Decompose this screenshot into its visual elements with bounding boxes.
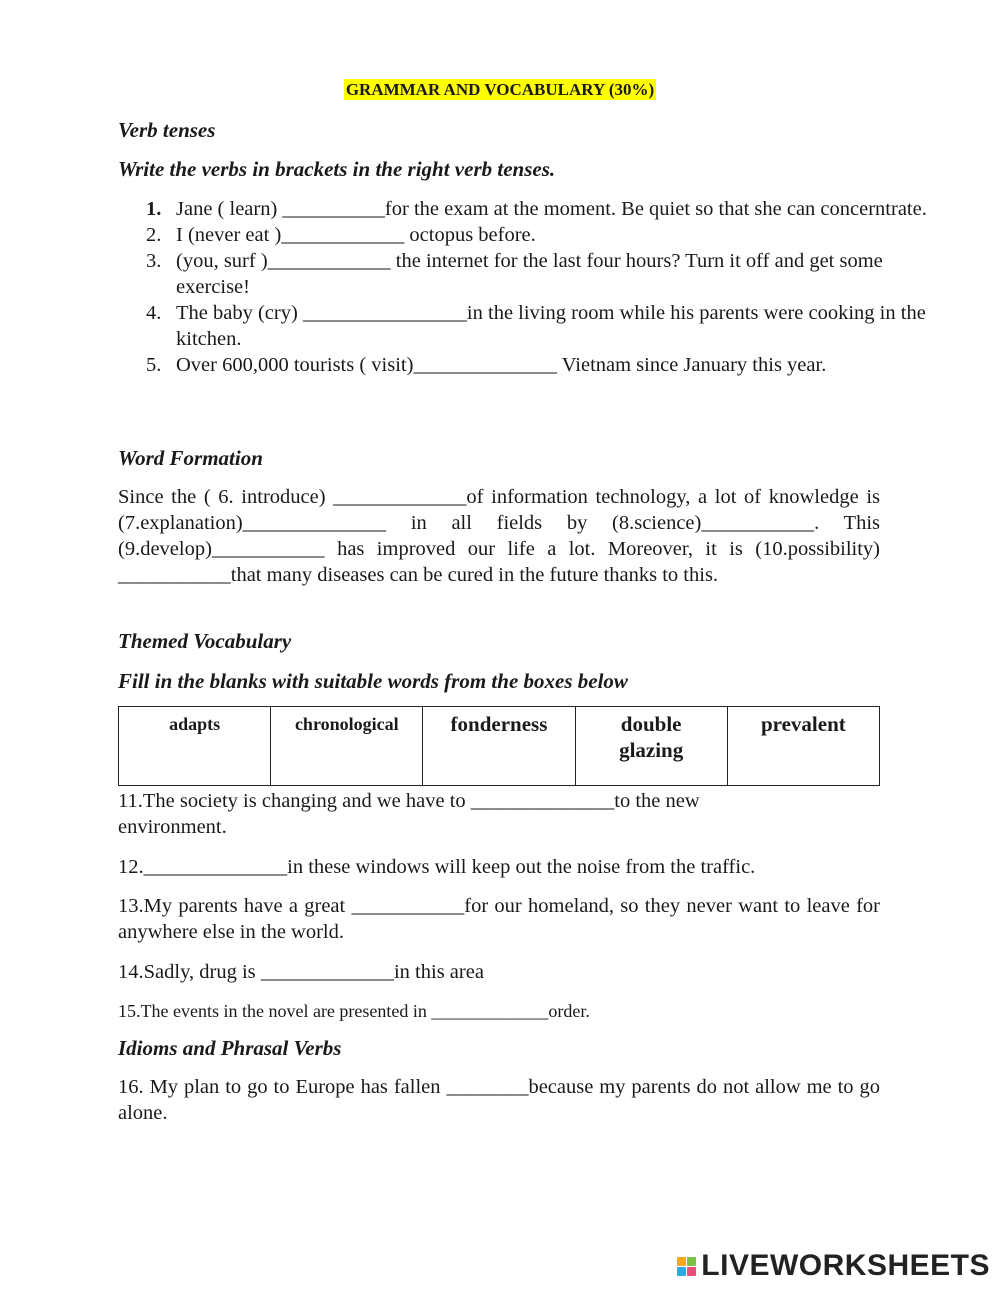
list-item: 5. Over 600,000 tourists ( visit)______________ Vietnam since January this year. <box>146 354 827 376</box>
question-12: 12.______________in these windows will keep out the noise from the traffic. <box>118 856 756 878</box>
word-box: fonderness <box>423 707 575 786</box>
heading-idioms: Idioms and Phrasal Verbs <box>118 1036 342 1060</box>
list-item-text: Jane ( learn) __________for the exam at the moment. Be quiet so that she can concerntrate. <box>176 198 927 220</box>
title-highlight: GRAMMAR AND VOCABULARY (30%) <box>345 80 655 99</box>
heading-themed-vocabulary: Themed Vocabulary <box>118 629 292 653</box>
verb-tense-list <box>118 196 938 378</box>
word-box-table <box>118 706 880 786</box>
liveworksheets-logo <box>677 1249 990 1283</box>
list-item-text: (you, surf )____________ the internet for the last four hours? Turn it off and get some exercise! <box>176 250 883 298</box>
word-box: adapts <box>119 707 271 786</box>
question-14: 14.Sadly, drug is _____________in this area <box>118 961 484 983</box>
word-box: double glazing <box>575 707 727 786</box>
list-item: 2. I (never eat )____________ octopus before. <box>146 224 536 246</box>
word-box: chronological <box>271 707 423 786</box>
question-16: 16. My plan to go to Europe has fallen ________because my parents do not allow me to go alone. <box>118 1076 880 1124</box>
instruction-themed-vocabulary: Fill in the blanks with suitable words from the boxes below <box>118 669 628 693</box>
logo-text: LIVEWORKSHEETS <box>701 1249 990 1282</box>
logo-squares-icon <box>677 1257 696 1276</box>
question-13: 13.My parents have a great ___________for our homeland, so they never want to leave for anywhere else in the world. <box>118 895 880 943</box>
list-item-text: Over 600,000 tourists ( visit)______________ Vietnam since January this year. <box>176 354 827 376</box>
heading-word-formation: Word Formation <box>118 446 263 470</box>
list-item-text: The baby (cry) ________________in the living room while his parents were cooking in the kitchen. <box>176 302 926 350</box>
list-item-text: I (never eat )____________ octopus before. <box>176 224 536 246</box>
worksheet-title <box>0 80 1000 100</box>
word-formation-paragraph: Since the ( 6. introduce) _____________of information technology, a lot of knowledge is (7.explanation)______________ in all fields by (8.science)___________. This (9.develop)___________ has improved our life a lot. Moreover, it is (10.possibility) ___________that many diseases can be cured in the future thanks to this. <box>118 486 880 586</box>
instruction-verb-tenses: Write the verbs in brackets in the right verb tenses. <box>118 157 556 181</box>
list-item: 1. Jane ( learn) __________for the exam at the moment. Be quiet so that she can concerntrate. <box>146 198 927 220</box>
word-box: prevalent <box>727 707 879 786</box>
heading-verb-tenses: Verb tenses <box>118 118 216 142</box>
list-item: 4. The baby (cry) ________________in the living room while his parents were cooking in the kitchen. <box>146 302 926 350</box>
list-item: 3. (you, surf )____________ the internet for the last four hours? Turn it off and get some exercise! <box>146 250 883 298</box>
question-15: 15.The events in the novel are presented in _____________order. <box>118 1001 590 1021</box>
question-11: 11.The society is changing and we have to ______________to the new environment. <box>118 790 700 838</box>
